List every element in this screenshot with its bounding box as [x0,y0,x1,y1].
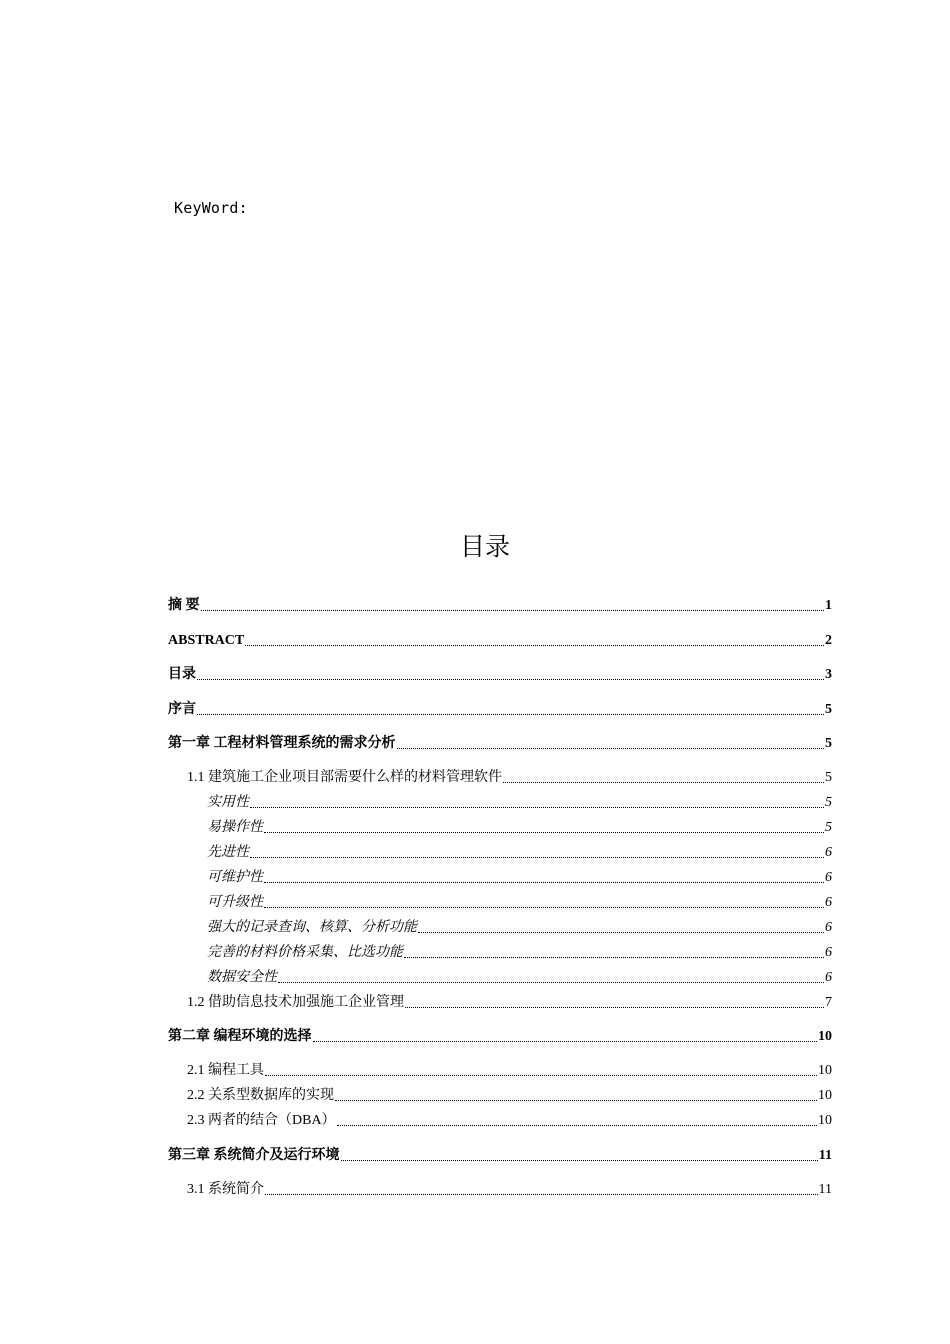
toc-dot-leader [335,1086,817,1101]
keyword-label: KeyWord: [174,199,248,217]
toc-entry-page: 1 [825,598,832,613]
toc-entry-label: 3.1 系统简介 [187,1182,264,1197]
toc-entry-label: ABSTRACT [168,633,245,648]
toc-entry-page: 5 [825,795,832,810]
toc-dot-leader [278,968,824,983]
toc-entry-page: 6 [825,945,832,960]
toc-dot-leader [337,1111,817,1126]
toc-entry[interactable] [187,768,832,788]
toc-entry-page: 10 [818,1113,832,1128]
toc-entry[interactable] [168,1027,832,1047]
toc-entry[interactable] [168,665,832,685]
toc-dot-leader [197,700,824,715]
toc-entry-page: 5 [825,702,832,717]
toc-entry-label: 强大的记录查询、核算、分析功能 [207,920,417,935]
toc-entry[interactable] [207,893,832,913]
toc-dot-leader [264,818,824,833]
toc-dot-leader [264,893,824,908]
toc-dot-leader [404,943,824,958]
toc-dot-leader [313,1027,818,1042]
toc-entry-label: 完善的材料价格采集、比选功能 [207,945,403,960]
toc-entry-label: 2.1 编程工具 [187,1063,264,1078]
toc-entry[interactable] [187,1061,832,1081]
toc-entry[interactable] [207,843,832,863]
toc-title: 目录 [459,532,510,561]
toc-entry-label: 第三章 系统简介及运行环境 [168,1148,340,1163]
toc-entry-page: 10 [818,1063,832,1078]
toc-entry-label: 2.3 两者的结合（DBA） [187,1113,336,1128]
toc-entry[interactable] [187,993,832,1013]
toc-entry[interactable] [207,793,832,813]
toc-entry[interactable] [207,818,832,838]
toc-dot-leader [397,734,825,749]
toc-entry-label: 1.1 建筑施工企业项目部需要什么样的材料管理软件 [187,770,502,785]
toc-entry-page: 6 [825,970,832,985]
toc-entry-label: 目录 [168,667,196,682]
toc-dot-leader [250,793,824,808]
toc-entry[interactable] [168,700,832,720]
toc-dot-leader [197,665,824,680]
toc-entry-page: 11 [818,1148,832,1163]
toc-entry-page: 7 [825,995,832,1010]
toc-entry[interactable] [207,918,832,938]
toc-entry-page: 3 [825,667,832,682]
toc-entry-label: 可维护性 [207,870,263,885]
toc-entry-page: 6 [825,895,832,910]
toc-entry-page: 5 [825,820,832,835]
toc-entry-label: 序言 [168,702,196,717]
toc-entry[interactable] [168,734,832,754]
toc-entry-page: 6 [825,845,832,860]
toc-entry-page: 10 [818,1088,832,1103]
toc-dot-leader [503,768,824,783]
toc-entry-label: 摘 要 [168,598,200,613]
toc-dot-leader [341,1146,818,1161]
toc-entry[interactable] [168,596,832,616]
toc-dot-leader [405,993,824,1008]
toc-entry-page: 5 [825,770,832,785]
toc-entry[interactable] [187,1180,832,1200]
toc-entry-label: 实用性 [207,795,249,810]
toc-entry[interactable] [207,968,832,988]
toc-dot-leader [264,868,824,883]
toc-entry-page: 11 [818,1182,832,1197]
toc-entry-label: 2.2 关系型数据库的实现 [187,1088,334,1103]
toc-entry-label: 可升级性 [207,895,263,910]
toc-dot-leader [265,1061,817,1076]
toc-entry[interactable] [168,631,832,651]
toc-dot-leader [201,596,825,611]
toc-entry-page: 6 [825,870,832,885]
toc-dot-leader [265,1180,818,1195]
toc-entry-label: 第二章 编程环境的选择 [168,1029,312,1044]
toc-entry[interactable] [207,868,832,888]
toc-entry-label: 易操作性 [207,820,263,835]
toc-entry[interactable] [207,943,832,963]
toc-entry[interactable] [187,1086,832,1106]
toc-entry-label: 数据安全性 [207,970,277,985]
toc-entry-page: 10 [818,1029,832,1044]
toc-entry-label: 先进性 [207,845,249,860]
toc-entry-page: 2 [825,633,832,648]
toc-entry[interactable] [168,1146,832,1166]
toc-dot-leader [418,918,824,933]
toc-dot-leader [245,631,824,646]
toc-entry-page: 6 [825,920,832,935]
toc-dot-leader [250,843,824,858]
toc-entry[interactable] [187,1111,832,1131]
toc-entry-label: 第一章 工程材料管理系统的需求分析 [168,736,396,751]
toc-entry-label: 1.2 借助信息技术加强施工企业管理 [187,995,404,1010]
toc-entry-page: 5 [825,736,832,751]
